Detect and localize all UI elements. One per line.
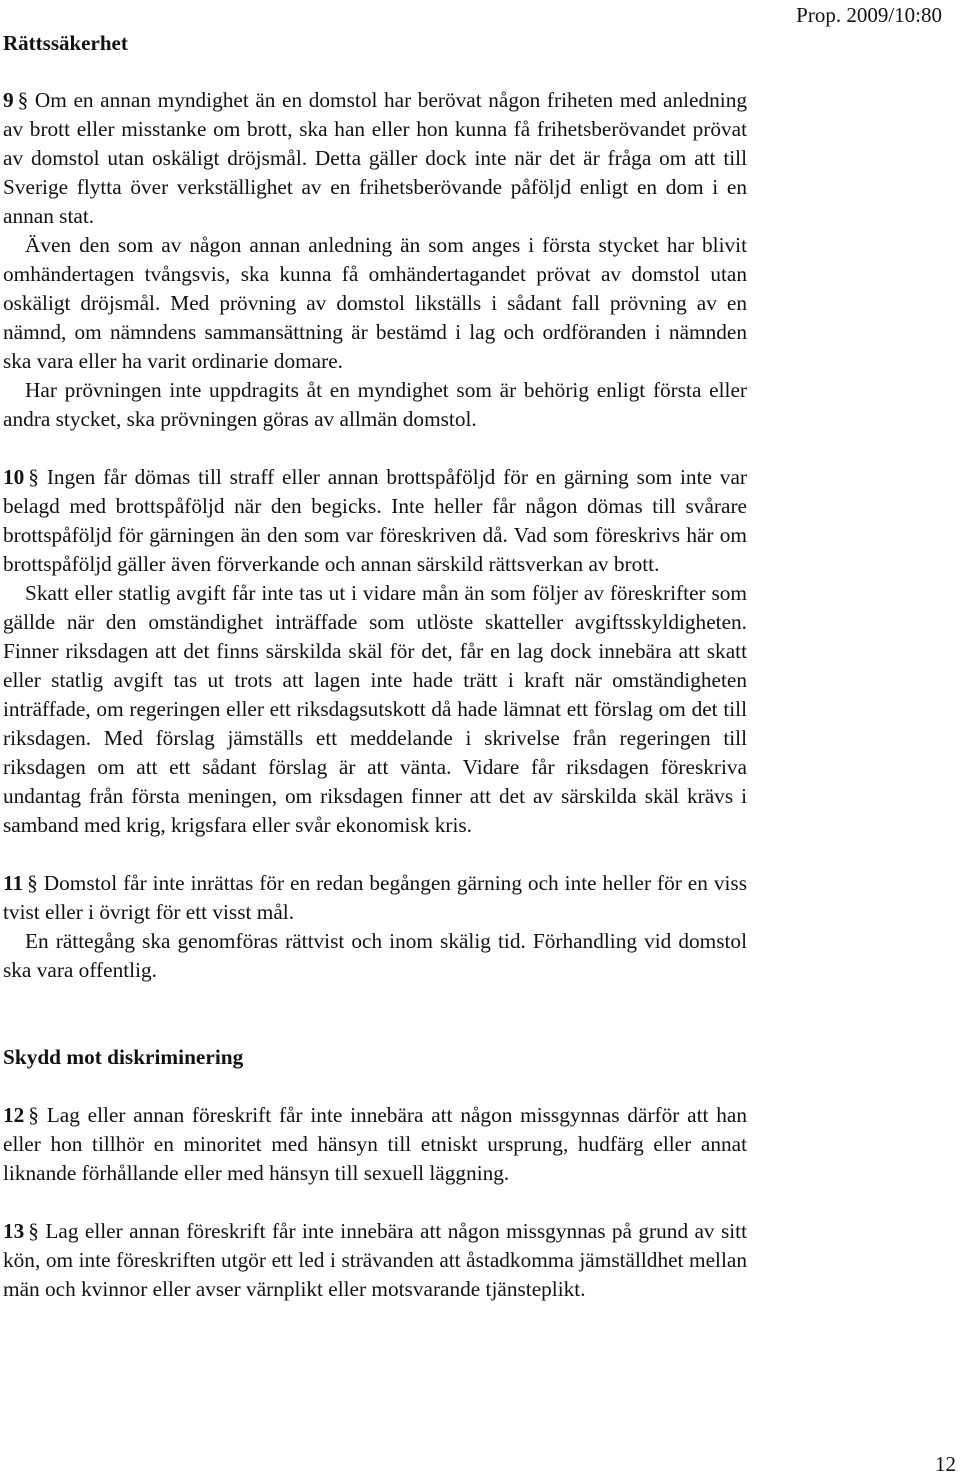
- paragraph-text: Ingen får dömas till straff eller annan brottspåföljd för en gärning som inte var belagd med brottspåföljd när den begicks. Inte heller får någon dömas till svårare brottspåföljd för gärningen än den som var föreskriven då. Vad som föreskrivs här om brottspåföljd gäller även förverkande och annan särskild rättsverkan av brott.: [3, 465, 747, 576]
- section-13-paragraph-1: [3, 1217, 747, 1304]
- section-10: [3, 463, 747, 840]
- section-number: 11: [3, 871, 24, 895]
- paragraph-text: Lag eller annan föreskrift får inte innebära att någon missgynnas därför att han eller hon tillhör en minoritet med hänsyn till etniskt ursprung, hudfärg eller annat liknande förhållande eller med hänsyn till sexuell läggning.: [3, 1103, 747, 1185]
- section-11-paragraph-1: [3, 869, 747, 927]
- section-9-paragraph-1: [3, 86, 747, 231]
- page-number: 12: [935, 1452, 956, 1476]
- section-sign-icon: §: [27, 871, 38, 895]
- section-number: 9: [3, 88, 14, 112]
- section-heading: Skydd mot diskriminering: [3, 1045, 244, 1069]
- section-12: [3, 1101, 747, 1188]
- document-body: [3, 86, 747, 1304]
- section-9-paragraph-2: Även den som av någon annan anledning än som anges i första stycket har blivit omhändertagen tvångsvis, ska kunna få omhändertagandet prövat av domstol utan oskäligt dröjsmål. Med prövning av domstol likställs i sådant fall prövning av en nämnd, om nämndens sammansättning är bestämd i lag och ordföranden i nämnden ska vara eller ha varit ordinarie domare.: [3, 233, 747, 373]
- running-header-title: Rättssäkerhet: [3, 31, 128, 55]
- section-10-paragraph-2: Skatt eller statlig avgift får inte tas ut i vidare mån än som följer av föreskrifter som gällde när den omständighet inträffade som utlöste skatteller avgiftsskyldigheten. Finner riksdagen att det finns särskilda skäl för det, får en lag dock innebära att skatt eller statlig avgift tas ut trots att lagen inte hade trätt i kraft när omständigheten inträffade, om regeringen eller ett riksdagsutskott då hade lämnat ett förslag om det till riksdagen. Med förslag jämställs ett meddelande i skrivelse från regeringen till riksdagen om att ett sådant förslag är att vänta. Vidare får riksdagen föreskriva undantag från första meningen, om riksdagen finner att det av särskilda skäl krävs i samband med krig, krigsfara eller svår ekonomisk kris.: [3, 581, 747, 837]
- section-number: 10: [3, 465, 25, 489]
- section-10-paragraph-1: [3, 463, 747, 579]
- proposition-number: Prop. 2009/10:80: [796, 3, 942, 27]
- section-11-paragraph-2: En rättegång ska genomföras rättvist och inom skälig tid. Förhandling vid domstol ska vara offentlig.: [3, 929, 747, 982]
- section-sign-icon: §: [17, 88, 29, 112]
- section-sign-icon: §: [28, 1219, 39, 1243]
- section-12-paragraph-1: [3, 1101, 747, 1188]
- paragraph-text: Om en annan myndighet än en domstol har berövat någon friheten med anledning av brott eller misstanke om brott, ska han eller hon kunna få frihetsberövandet prövat av domstol utan oskäligt dröjsmål. Detta gäller dock inte när det är fråga om att till Sverige flytta över verkställighet av en frihetsberövande påföljd enligt en dom i en annan stat.: [3, 88, 747, 228]
- section-9: [3, 86, 747, 434]
- paragraph-text: Domstol får inte inrättas för en redan begången gärning och inte heller för en viss tvist eller i övrigt för ett visst mål.: [3, 871, 747, 924]
- section-13: [3, 1217, 747, 1304]
- section-sign-icon: §: [28, 1103, 39, 1127]
- section-number: 12: [3, 1103, 25, 1127]
- section-number: 13: [3, 1219, 25, 1243]
- section-sign-icon: §: [28, 465, 39, 489]
- section-9-paragraph-3: Har prövningen inte uppdragits åt en myndighet som är behörig enligt första eller andra stycket, ska prövningen göras av allmän domstol.: [3, 378, 747, 431]
- paragraph-text: Lag eller annan föreskrift får inte innebära att någon missgynnas på grund av sitt kön, om inte föreskriften utgör ett led i strävanden att åstadkomma jämställdhet mellan män och kvinnor eller avser värnplikt eller motsvarande tjänsteplikt.: [3, 1219, 748, 1301]
- section-11: [3, 869, 747, 985]
